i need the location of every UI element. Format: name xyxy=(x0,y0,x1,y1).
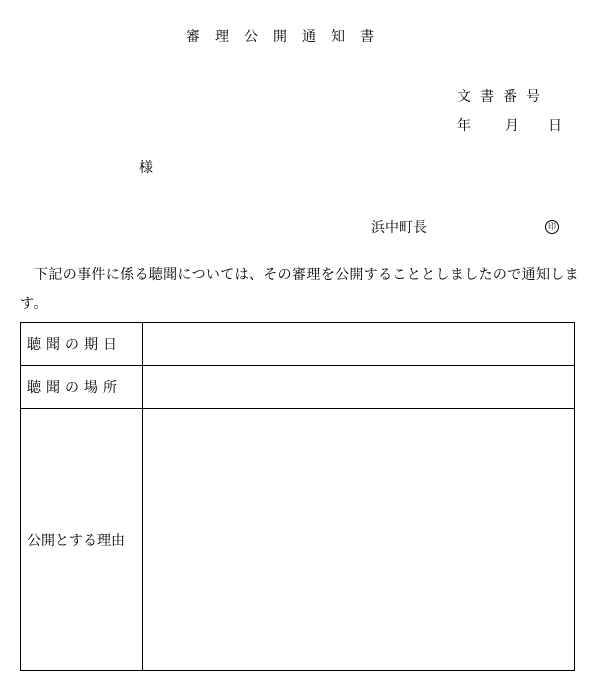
seal-stamp: 印 xyxy=(545,220,559,234)
notice-form-table xyxy=(20,322,575,671)
table-row xyxy=(21,409,575,671)
hearing-date-label: 聴聞の期日 xyxy=(21,323,143,366)
table-row xyxy=(21,366,575,409)
date-month-label: 月 xyxy=(505,118,519,134)
date-day-label: 日 xyxy=(548,118,562,134)
disclosure-reason-field[interactable] xyxy=(143,409,575,671)
date-year-label: 年 xyxy=(457,118,471,134)
document-number-label: 文書番号 xyxy=(457,89,549,105)
table-row xyxy=(21,323,575,366)
hearing-date-field[interactable] xyxy=(143,323,575,366)
hearing-place-field[interactable] xyxy=(143,366,575,409)
disclosure-reason-label: 公開とする理由 xyxy=(21,409,143,671)
document-title: 審理公開通知書 xyxy=(186,29,389,45)
body-paragraph: 下記の事件に係る聴聞については、その審理を公開することとしましたので通知します。 xyxy=(20,267,580,312)
issuer-name: 浜中町長 xyxy=(371,220,427,236)
addressee-honorific: 様 xyxy=(139,160,153,176)
hearing-place-label: 聴聞の場所 xyxy=(21,366,143,409)
